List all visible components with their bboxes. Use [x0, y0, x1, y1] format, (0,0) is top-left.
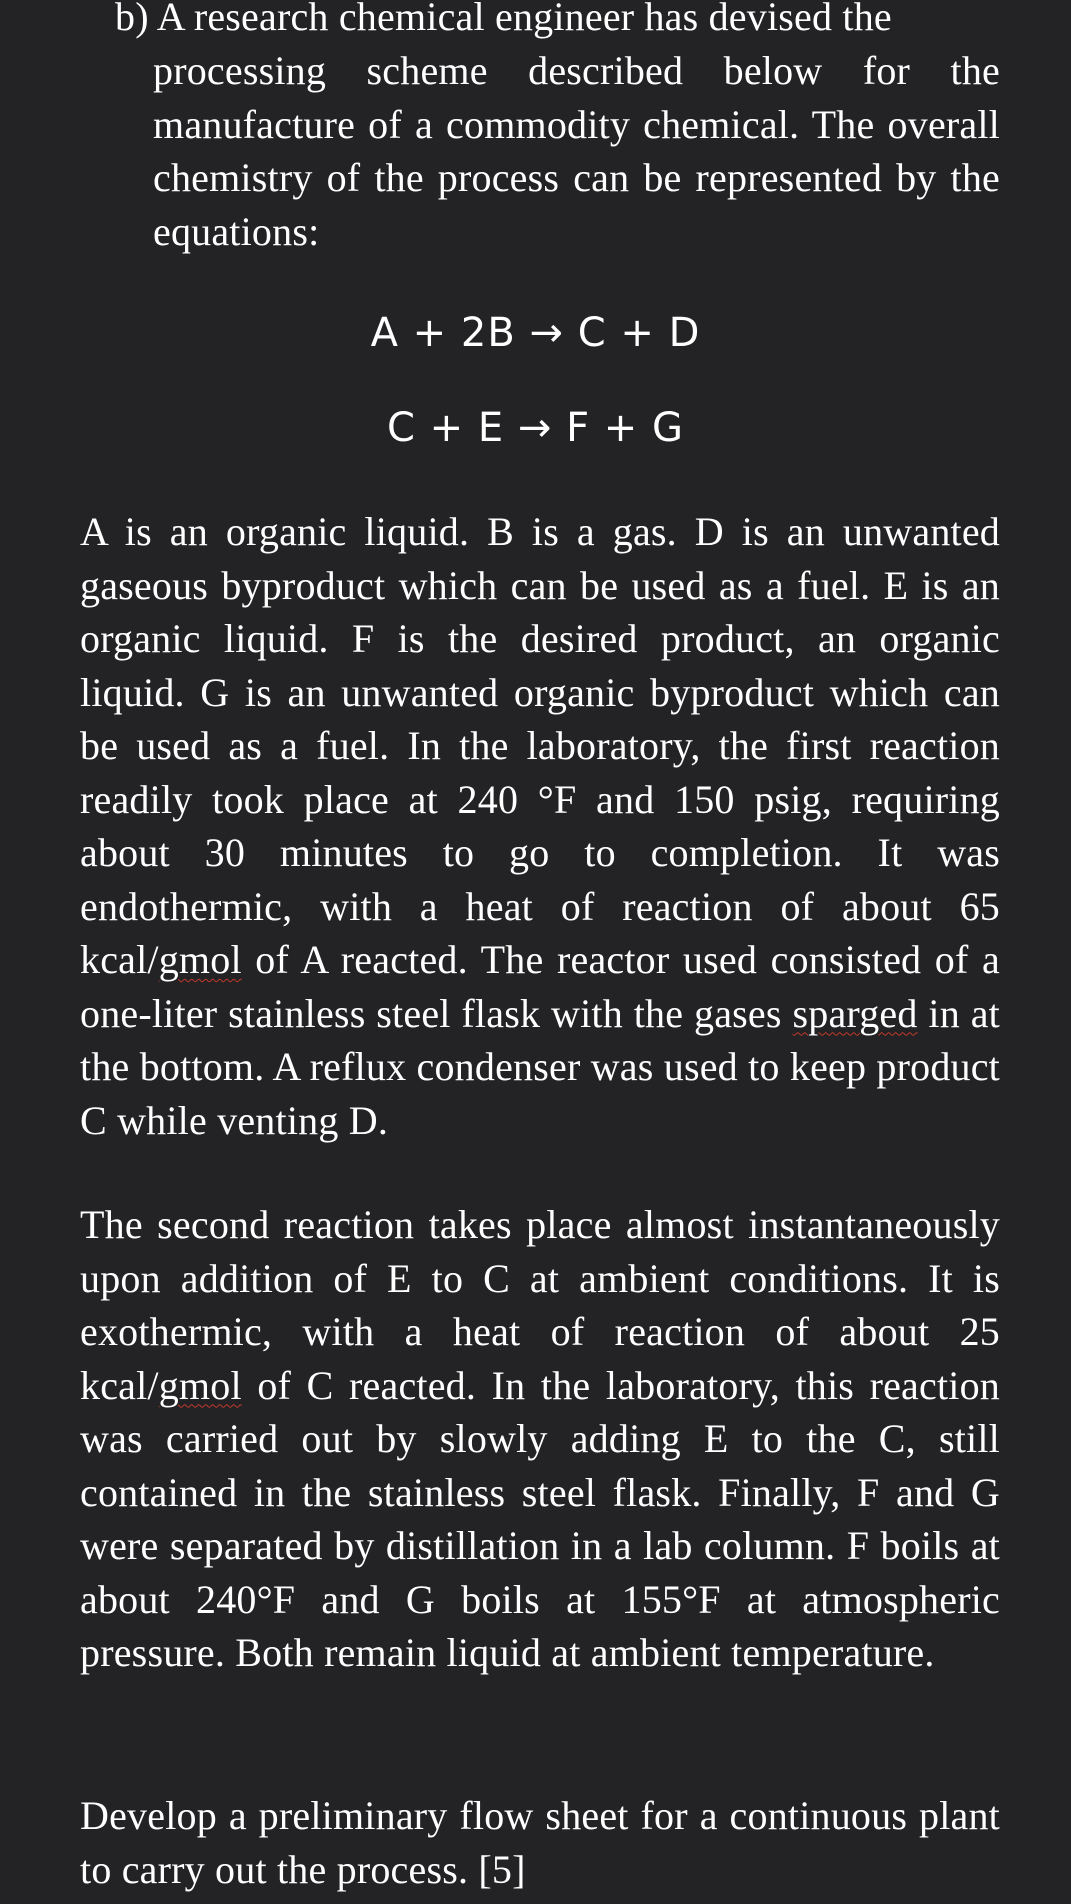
paragraph-second-reaction — [80, 1198, 1000, 1680]
para2-text-b: of C reacted. In the laboratory, this reaction was carried out by slowly adding E to the C, still contained in the stainless steel flask. Finally, F and G were separated by distillation in a lab column. F boils at about 240°F and G boils at 155°F at atmospheric pressure. Both remain liquid at ambient temperature. — [80, 1362, 1000, 1675]
question-intro: processing scheme described below for the manufacture of a commodity chemical. The overall chemistry of the process can be represented by the equations: — [153, 48, 1000, 254]
spellcheck-word-sparged: sparged — [792, 990, 918, 1036]
paragraph-task: Develop a preliminary flow sheet for a continuous plant to carry out the process. [5] — [80, 1793, 1000, 1892]
equation-2: C + E → F + G — [386, 405, 685, 451]
para2-text-a: The second reaction takes place almost instantaneously upon addition of E to C at ambient conditions. It is exothermic, with a heat of reaction of about 25 kcal/ — [80, 1202, 1000, 1408]
para1-text-a: A is an organic liquid. B is a gas. D is an unwanted gaseous byproduct which can be used as a fuel. E is an organic liquid. F is the desired product, an organic liquid. G is an unwanted organic byproduct which can be used as a fuel. In the laboratory, the first reaction readily took place at 240 °F and 150 psig, requiring about 30 minutes to go to completion. It was endothermic, with a heat of reaction of about 65 kcal/ — [80, 509, 1000, 982]
para1-text-b: of A reacted. The reactor used consisted of a one-liter stainless steel flask with the gases — [80, 937, 1000, 1036]
paragraph-first-reaction — [80, 505, 1000, 1147]
question-label: b) — [115, 0, 149, 39]
intro-first-text: A research chemical engineer has devised the — [156, 0, 892, 39]
equation-1: A + 2B → C + D — [370, 310, 701, 356]
para1-text-c: in at the bottom. A reflux condenser was used to keep product C while venting D. — [80, 990, 1000, 1143]
spellcheck-word-gmol: gmol — [158, 937, 242, 982]
question-intro-first-line — [115, 0, 1000, 44]
spellcheck-word-gmol-2: gmol — [158, 1362, 242, 1408]
